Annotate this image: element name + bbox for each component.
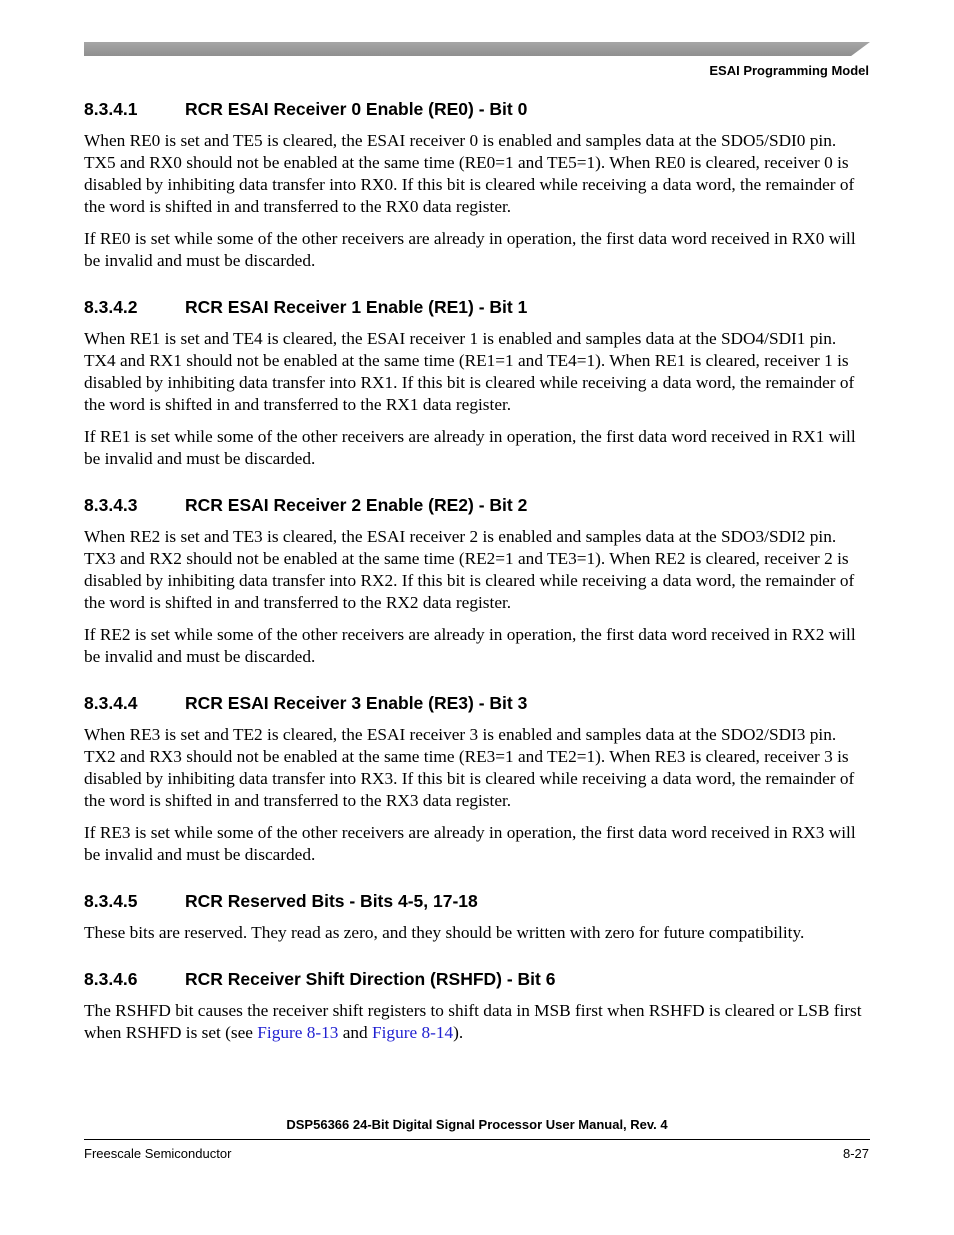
section-title: RCR ESAI Receiver 3 Enable (RE3) - Bit 3 (185, 693, 528, 713)
paragraph: If RE2 is set while some of the other receivers are already in operation, the first data word received in RX2 will be invalid and must be discarded. (84, 625, 856, 666)
header-bar (84, 42, 870, 56)
paragraph: When RE1 is set and TE4 is cleared, the ESAI receiver 1 is enabled and samples data at the SDO4/SDI1 pin. TX4 and RX1 should not be enabled at the same time (RE1=1 and TE4=1). When RE1 is cleared, receiver 1 is disabled by inhibiting data transfer into RX1. If this bit is cleared while receiving a data word, the remainder of the word is shifted in and transferred to the RX1 data register. (84, 329, 855, 414)
section-number: 8.3.4.6 (84, 969, 138, 989)
section-title: RCR ESAI Receiver 2 Enable (RE2) - Bit 2 (185, 495, 528, 515)
section-heading (84, 494, 868, 516)
footer-divider (84, 1139, 870, 1140)
paragraph-text: ). (453, 1023, 464, 1042)
section-8-3-4-6 (84, 968, 868, 1044)
section-title: RCR Receiver Shift Direction (RSHFD) - Bit 6 (185, 969, 556, 989)
section-heading (84, 890, 868, 912)
section-title: RCR ESAI Receiver 0 Enable (RE0) - Bit 0 (185, 99, 528, 119)
paragraph: These bits are reserved. They read as zero, and they should be written with zero for future compatibility. (84, 923, 805, 942)
section-title: RCR ESAI Receiver 1 Enable (RE1) - Bit 1 (185, 297, 528, 317)
section-number: 8.3.4.5 (84, 891, 138, 911)
section-heading (84, 968, 868, 990)
section-title: RCR Reserved Bits - Bits 4-5, 17-18 (185, 891, 478, 911)
footer-title: DSP56366 24-Bit Digital Signal Processor User Manual, Rev. 4 (286, 1117, 668, 1132)
section-number: 8.3.4.1 (84, 99, 138, 119)
paragraph: If RE1 is set while some of the other receivers are already in operation, the first data word received in RX1 will be invalid and must be discarded. (84, 427, 856, 468)
paragraph-text: The RSHFD bit causes the receiver shift registers to shift data in MSB first when RSHFD is cleared or LSB first when RSHFD is set (see (84, 1001, 862, 1042)
section-heading (84, 98, 868, 120)
paragraph: If RE3 is set while some of the other receivers are already in operation, the first data word received in RX3 will be invalid and must be discarded. (84, 823, 856, 864)
paragraph-text: and (338, 1023, 373, 1042)
section-8-3-4-1 (84, 98, 868, 272)
figure-8-14-link[interactable]: Figure 8-14 (372, 1023, 454, 1042)
paragraph (84, 1000, 868, 1044)
section-8-3-4-4 (84, 692, 868, 866)
section-8-3-4-2 (84, 296, 868, 470)
footer-page-number: 8-27 (842, 1146, 869, 1161)
section-heading (84, 296, 868, 318)
paragraph: When RE2 is set and TE3 is cleared, the ESAI receiver 2 is enabled and samples data at the SDO3/SDI2 pin. TX3 and RX2 should not be enabled at the same time (RE2=1 and TE3=1). When RE2 is cleared, receiver 2 is disabled by inhibiting data transfer into RX2. If this bit is cleared while receiving a data word, the remainder of the word is shifted in and transferred to the RX2 data register. (84, 527, 855, 612)
paragraph: When RE0 is set and TE5 is cleared, the ESAI receiver 0 is enabled and samples data at the SDO5/SDI0 pin. TX5 and RX0 should not be enabled at the same time (RE0=1 and TE5=1). When RE0 is cleared, receiver 0 is disabled by inhibiting data transfer into RX0. If this bit is cleared while receiving a data word, the remainder of the word is shifted in and transferred to the RX0 data register. (84, 131, 855, 216)
page-body (84, 98, 868, 1054)
section-number: 8.3.4.4 (84, 693, 138, 713)
section-8-3-4-5 (84, 890, 868, 944)
section-heading (84, 692, 868, 714)
footer-publisher: Freescale Semiconductor (84, 1146, 232, 1161)
section-number: 8.3.4.2 (84, 297, 138, 317)
figure-8-13-link[interactable]: Figure 8-13 (257, 1023, 339, 1042)
section-number: 8.3.4.3 (84, 495, 138, 515)
section-8-3-4-3 (84, 494, 868, 668)
paragraph: If RE0 is set while some of the other receivers are already in operation, the first data word received in RX0 will be invalid and must be discarded. (84, 229, 856, 270)
running-head: ESAI Programming Model (709, 63, 869, 78)
paragraph: When RE3 is set and TE2 is cleared, the ESAI receiver 3 is enabled and samples data at the SDO2/SDI3 pin. TX2 and RX3 should not be enabled at the same time (RE3=1 and TE2=1). When RE3 is cleared, receiver 3 is disabled by inhibiting data transfer into RX3. If this bit is cleared while receiving a data word, the remainder of the word is shifted in and transferred to the RX3 data register. (84, 725, 855, 810)
